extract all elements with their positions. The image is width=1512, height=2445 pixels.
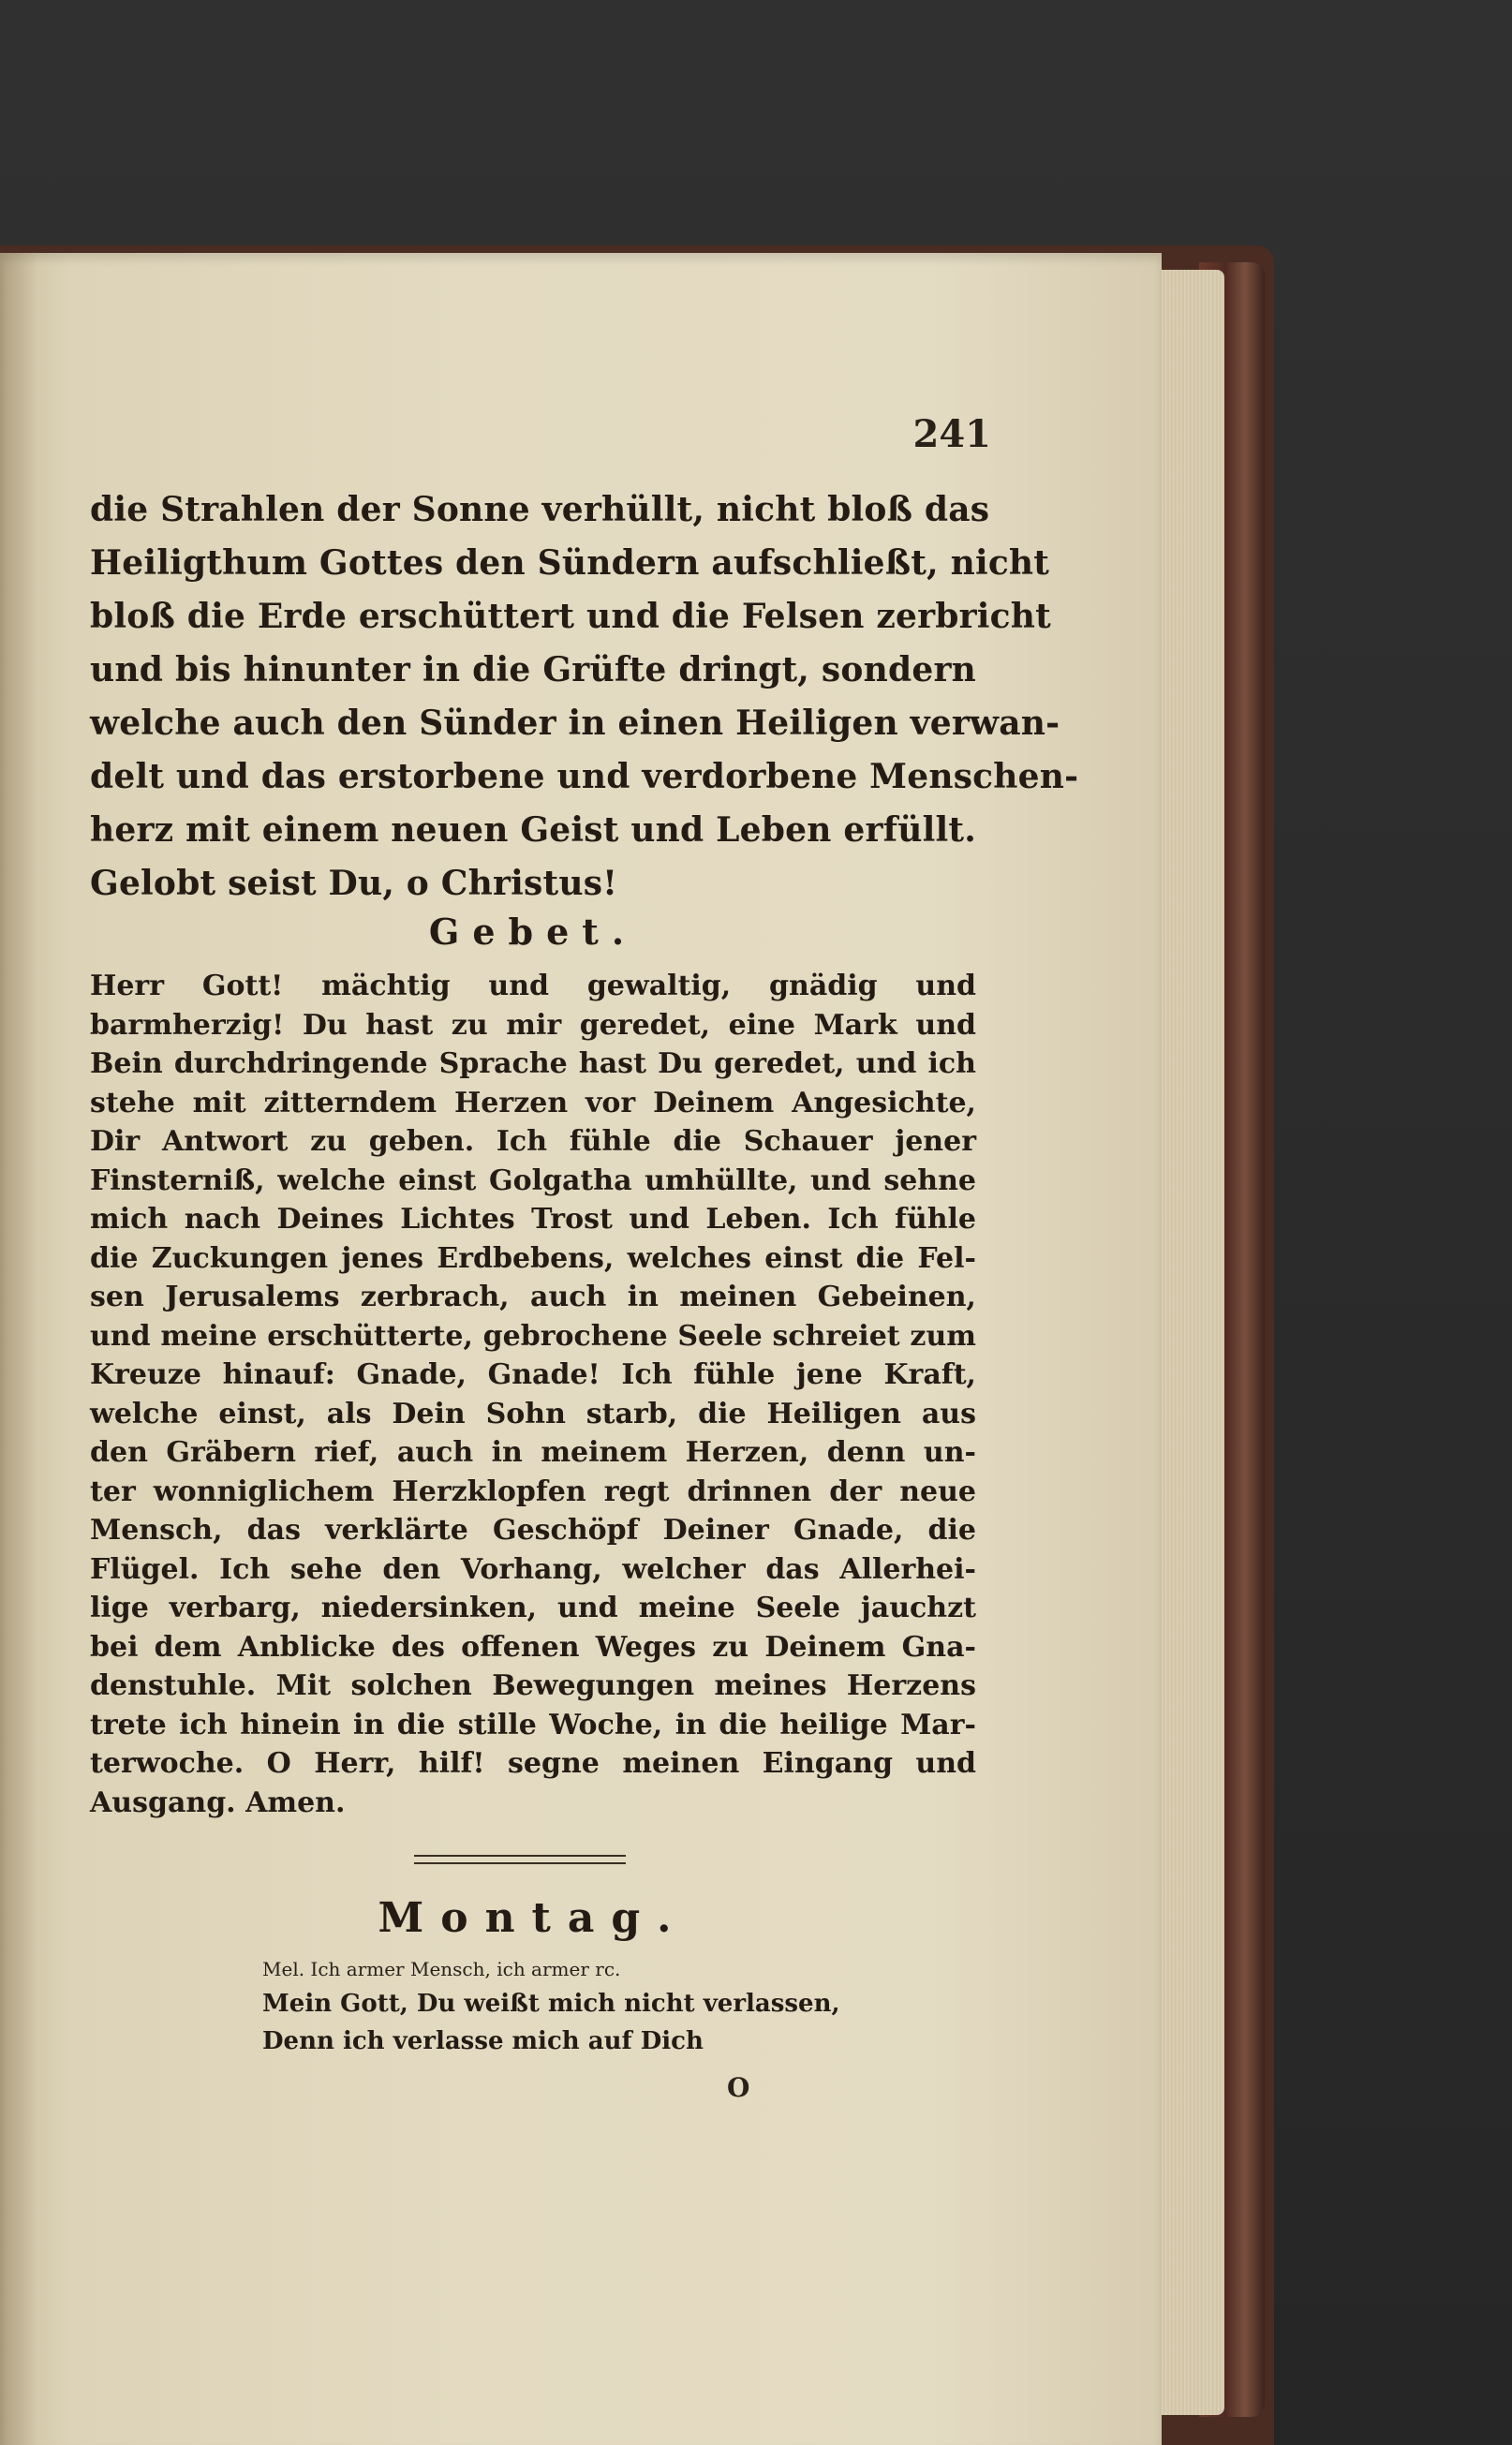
text-line: trete ich hinein in die stille Woche, in die heilige Mar- [90, 1708, 976, 1741]
text-line: welche einst, als Dein Sohn starb, die Heiligen aus [90, 1397, 976, 1430]
text-line: Bein durchdringende Sprache hast Du geredet, und ich [90, 1047, 976, 1080]
catchword: O [727, 2072, 750, 2103]
text-line: Kreuze hinauf: Gnade, Gnade! Ich fühle jene Kraft, [90, 1358, 976, 1391]
gutter-shadow [0, 253, 37, 2445]
text-line: und meine erschütterte, gebrochene Seele schreiet zum [90, 1319, 976, 1353]
text-line: lige verbarg, niedersinken, und meine Seele jauchzt [90, 1592, 976, 1624]
day-heading: Montag. [378, 1894, 689, 1942]
text-line: die Strahlen der Sonne verhüllt, nicht bloß das [90, 490, 990, 529]
text-line: Finsterniß, welche einst Golgatha umhüllte, und sehne [90, 1163, 976, 1197]
prayer-heading: Gebet. [428, 911, 638, 953]
text-line: barmherzig! Du hast zu mir geredet, eine Mark und [90, 1008, 976, 1042]
text-line: sen Jerusalems zerbrach, auch in meinen Gebeinen, [90, 1281, 976, 1313]
text-line: denstuhle. Mit solchen Bewegungen meines Herzens [90, 1669, 976, 1702]
melody-note: Mel. Ich armer Mensch, ich armer rc. [262, 1958, 621, 1980]
text-line: Dir Antwort zu geben. Ich fühle die Schauer jener [90, 1125, 976, 1158]
text-line: Ausgang. Amen. [90, 1786, 346, 1819]
text-line: und bis hinunter in die Grüfte dringt, sondern [90, 650, 976, 689]
text-line: Flügel. Ich sehe den Vorhang, welcher das Allerhei- [90, 1552, 976, 1586]
text-line: Mensch, das verklärte Geschöpf Deiner Gnade, die [90, 1514, 976, 1547]
text-line: herz mit einem neuen Geist und Leben erfüllt. [90, 810, 976, 850]
text-line: bei dem Anblicke des offenen Weges zu Deinem Gna- [90, 1630, 976, 1664]
text-line: stehe mit zitterndem Herzen vor Deinem Angesichte, [90, 1086, 976, 1119]
text-line: den Gräbern rief, auch in meinem Herzen, denn un- [90, 1436, 976, 1469]
text-line: die Zuckungen jenes Erdbebens, welches einst die Fel- [90, 1241, 976, 1275]
text-line: mich nach Deines Lichtes Trost und Leben. Ich fühle [90, 1203, 976, 1236]
hymn-verse-line: Denn ich verlasse mich auf Dich [262, 2027, 704, 2055]
text-line: bloß die Erde erschüttert und die Felsen zerbricht [90, 597, 1051, 636]
text-line: Gelobt seist Du, o Christus! [90, 864, 618, 903]
text-line: ter wonniglichem Herzklopfen regt drinnen der neue [90, 1474, 976, 1508]
page-number: 241 [912, 412, 991, 456]
paragraph-1 [90, 483, 1079, 911]
text-line: Herr Gott! mächtig und gewaltig, gnädig und [90, 970, 976, 1002]
prayer-paragraph [90, 967, 976, 1822]
text-line: delt und das erstorbene und verdorbene Menschen- [90, 757, 1079, 796]
section-divider [414, 1855, 626, 1864]
text-line: welche auch den Sünder in einen Heiligen verwan- [90, 704, 1060, 743]
hymn-verse-line: Mein Gott, Du weißt mich nicht verlassen, [262, 1990, 840, 2018]
text-line: terwoche. O Herr, hilf! segne meinen Eingang und [90, 1747, 976, 1780]
text-line: Heiligthum Gottes den Sündern aufschließt, nicht [90, 543, 1050, 583]
